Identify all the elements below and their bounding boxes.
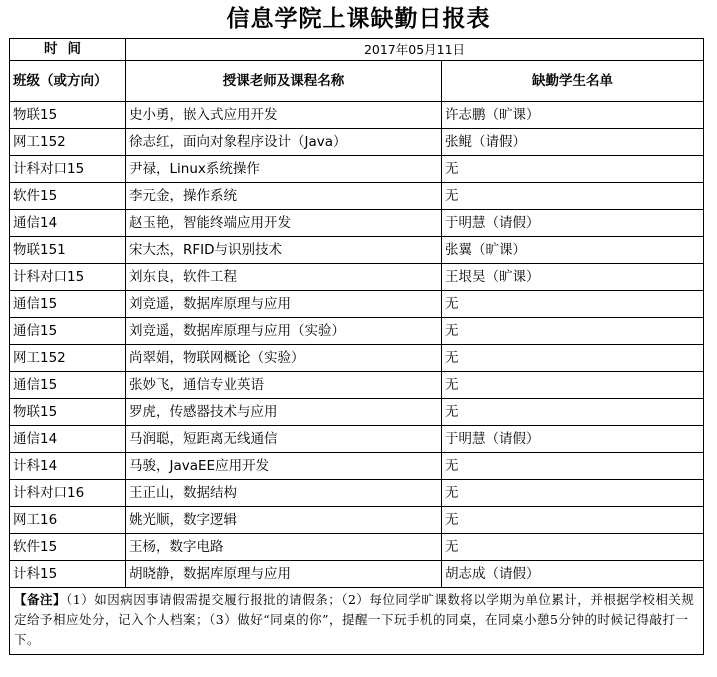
cell-absent: 无 bbox=[442, 183, 704, 210]
cell-class: 通信15 bbox=[10, 318, 126, 345]
table-row bbox=[10, 426, 704, 453]
cell-teacher-course: 李元金，操作系统 bbox=[126, 183, 442, 210]
cell-absent: 无 bbox=[442, 156, 704, 183]
cell-absent: 无 bbox=[442, 345, 704, 372]
table-row bbox=[10, 183, 704, 210]
cell-absent: 于明慧（请假） bbox=[442, 210, 704, 237]
attendance-table bbox=[9, 38, 704, 655]
cell-teacher-course: 刘东良，软件工程 bbox=[126, 264, 442, 291]
cell-absent: 无 bbox=[442, 534, 704, 561]
note-cell bbox=[10, 588, 704, 655]
cell-absent: 胡志成（请假） bbox=[442, 561, 704, 588]
table-row bbox=[10, 399, 704, 426]
report-title: 信息学院上课缺勤日报表 bbox=[226, 5, 491, 32]
cell-absent: 无 bbox=[442, 318, 704, 345]
table-row bbox=[10, 156, 704, 183]
cell-teacher-course: 史小勇，嵌入式应用开发 bbox=[126, 102, 442, 129]
cell-class: 物联15 bbox=[10, 399, 126, 426]
cell-absent: 无 bbox=[442, 372, 704, 399]
report-date: 2017年05月11日 bbox=[126, 39, 704, 61]
cell-teacher-course: 尚翠娟，物联网概论（实验） bbox=[126, 345, 442, 372]
cell-absent: 无 bbox=[442, 399, 704, 426]
cell-class: 计科对口15 bbox=[10, 156, 126, 183]
table-row bbox=[10, 480, 704, 507]
cell-class: 通信15 bbox=[10, 291, 126, 318]
table-row bbox=[10, 453, 704, 480]
cell-teacher-course: 尹禄，Linux系统操作 bbox=[126, 156, 442, 183]
cell-class: 计科14 bbox=[10, 453, 126, 480]
table-row bbox=[10, 372, 704, 399]
note-row bbox=[10, 588, 704, 655]
cell-absent: 王垠昊（旷课） bbox=[442, 264, 704, 291]
cell-teacher-course: 姚光顺，数字逻辑 bbox=[126, 507, 442, 534]
table-row bbox=[10, 264, 704, 291]
cell-class: 计科对口15 bbox=[10, 264, 126, 291]
cell-absent: 于明慧（请假） bbox=[442, 426, 704, 453]
cell-class: 软件15 bbox=[10, 534, 126, 561]
cell-class: 通信15 bbox=[10, 372, 126, 399]
cell-teacher-course: 赵玉艳，智能终端应用开发 bbox=[126, 210, 442, 237]
cell-teacher-course: 胡晓静，数据库原理与应用 bbox=[126, 561, 442, 588]
cell-absent: 无 bbox=[442, 291, 704, 318]
cell-class: 计科15 bbox=[10, 561, 126, 588]
time-row bbox=[10, 39, 704, 61]
column-header-class: 班级（或方向） bbox=[10, 61, 126, 102]
cell-class: 计科对口16 bbox=[10, 480, 126, 507]
table-row bbox=[10, 210, 704, 237]
cell-absent: 张鲲（请假） bbox=[442, 129, 704, 156]
table-row bbox=[10, 561, 704, 588]
table-row bbox=[10, 345, 704, 372]
column-header-teacher-course: 授课老师及课程名称 bbox=[126, 61, 442, 102]
cell-teacher-course: 罗虎，传感器技术与应用 bbox=[126, 399, 442, 426]
cell-absent: 许志鹏（旷课） bbox=[442, 102, 704, 129]
column-header-absent: 缺勤学生名单 bbox=[442, 61, 704, 102]
cell-absent: 无 bbox=[442, 507, 704, 534]
table-row bbox=[10, 102, 704, 129]
note-text: （1）如因病因事请假需提交履行报批的请假条；（2）每位同学旷课数将以学期为单位累计，并根据学校相关规定给予相应处分，记入个人档案；（3）做好“同桌的你”，提醒一下玩手机的同桌，在同桌小憩5分钟的时候记得敲打一下。 bbox=[14, 592, 695, 647]
table-row bbox=[10, 129, 704, 156]
cell-teacher-course: 刘竞遥，数据库原理与应用（实验） bbox=[126, 318, 442, 345]
cell-absent: 无 bbox=[442, 453, 704, 480]
cell-teacher-course: 刘竞遥，数据库原理与应用 bbox=[126, 291, 442, 318]
cell-class: 物联151 bbox=[10, 237, 126, 264]
cell-absent: 张翼（旷课） bbox=[442, 237, 704, 264]
table-row bbox=[10, 507, 704, 534]
cell-teacher-course: 马骏，JavaEE应用开发 bbox=[126, 453, 442, 480]
table-row bbox=[10, 318, 704, 345]
cell-class: 通信14 bbox=[10, 426, 126, 453]
cell-class: 软件15 bbox=[10, 183, 126, 210]
table-row bbox=[10, 534, 704, 561]
cell-teacher-course: 张妙飞，通信专业英语 bbox=[126, 372, 442, 399]
column-header-row bbox=[10, 61, 704, 102]
cell-class: 通信14 bbox=[10, 210, 126, 237]
cell-class: 网工152 bbox=[10, 345, 126, 372]
time-label: 时间 bbox=[10, 39, 126, 61]
cell-teacher-course: 王正山，数据结构 bbox=[126, 480, 442, 507]
cell-class: 物联15 bbox=[10, 102, 126, 129]
cell-teacher-course: 徐志红，面向对象程序设计（Java） bbox=[126, 129, 442, 156]
cell-teacher-course: 马润聪，短距离无线通信 bbox=[126, 426, 442, 453]
table-row bbox=[10, 291, 704, 318]
cell-teacher-course: 王杨，数字电路 bbox=[126, 534, 442, 561]
cell-class: 网工152 bbox=[10, 129, 126, 156]
table-row bbox=[10, 237, 704, 264]
cell-absent: 无 bbox=[442, 480, 704, 507]
note-label: 【备注】 bbox=[14, 592, 67, 607]
cell-teacher-course: 宋大杰，RFID与识别技术 bbox=[126, 237, 442, 264]
cell-class: 网工16 bbox=[10, 507, 126, 534]
